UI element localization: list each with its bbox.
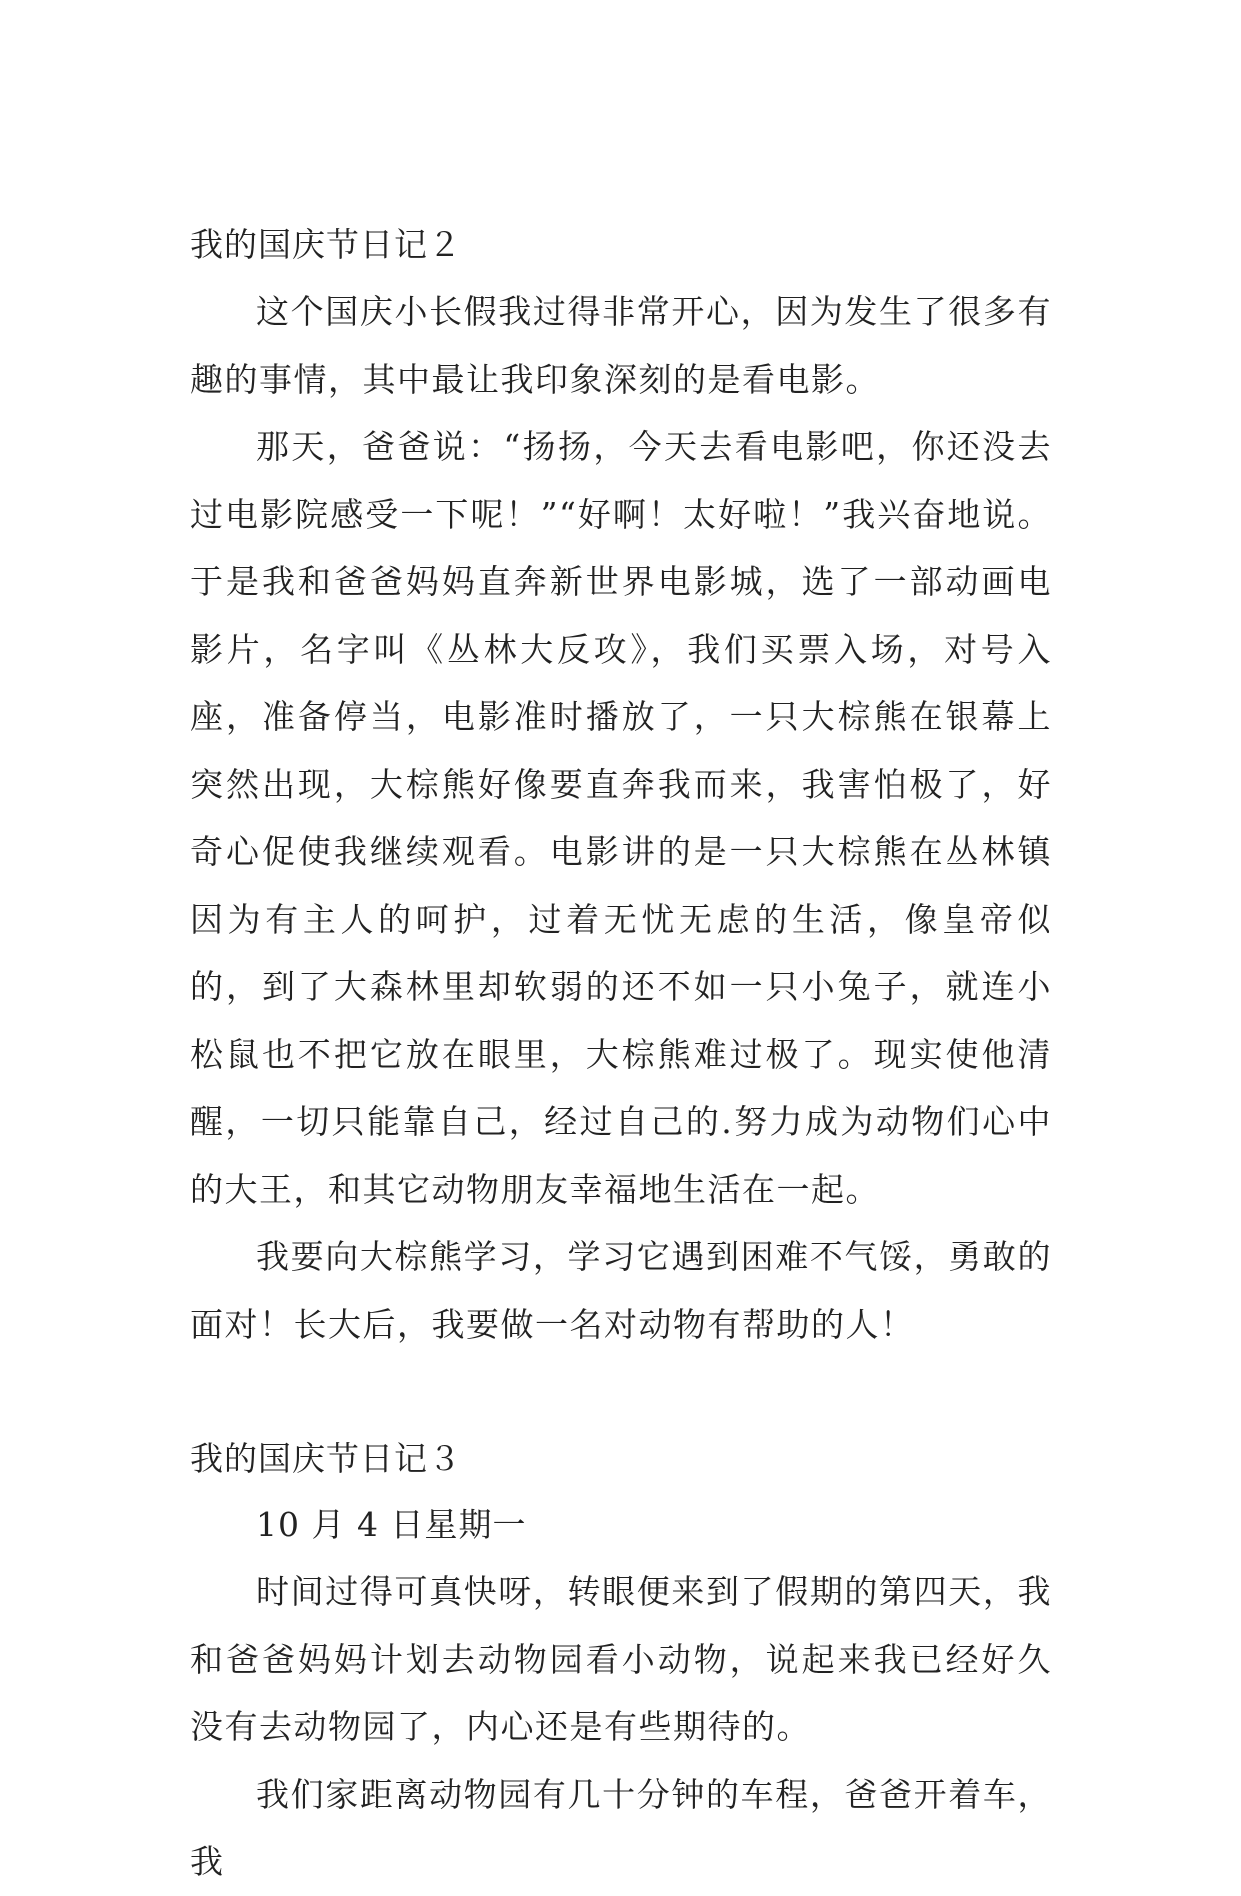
diary-3-paragraph-2: 我们家距离动物园有几十分钟的车程，爸爸开着车，我 (190, 1774, 1052, 1881)
diary-3-paragraph-1: 时间过得可真快呀，转眼便来到了假期的第四天，我和爸爸妈妈计划去动物园看小动物，说起来我已经好久没有去动物园了，内心还是有些期待的。 (190, 1572, 1052, 1746)
diary-3-title: 我的国庆节日记３ (190, 1439, 462, 1478)
document-body (190, 212, 1052, 1896)
diary-2-paragraph-2: 那天，爸爸说：“扬扬，今天去看电影吧，你还没去过电影院感受一下呢！”“好啊！太好啦！”我兴奋地说。于是我和爸爸妈妈直奔新世界电影城，选了一部动画电影片，名字叫《丛林大反攻》，我们买票入场，对号入座，准备停当，电影准时播放了，一只大棕熊在银幕上突然出现，大棕熊好像要直奔我而来，我害怕极了，好奇心促使我继续观看。电影讲的是一只大棕熊在丛林镇因为有主人的呵护，过着无忧无虑的生活，像皇帝似的，到了大森林里却软弱的还不如一只小兔子，就连小松鼠也不把它放在眼里，大棕熊难过极了。现实使他清醒，一切只能靠自己，经过自己的.努力成为动物们心中的大王，和其它动物朋友幸福地生活在一起。 (190, 427, 1052, 1209)
diary-2-paragraph-1: 这个国庆小长假我过得非常开心，因为发生了很多有趣的事情，其中最让我印象深刻的是看电影。 (190, 292, 1052, 399)
section-spacer (190, 1358, 1052, 1426)
diary-2-paragraph-3: 我要向大棕熊学习，学习它遇到困难不气馁，勇敢的面对！长大后，我要做一名对动物有帮助的人！ (190, 1237, 1052, 1344)
diary-3-date: 10 月 4 日星期一 (256, 1505, 527, 1544)
diary-2-title: 我的国庆节日记２ (190, 225, 462, 264)
